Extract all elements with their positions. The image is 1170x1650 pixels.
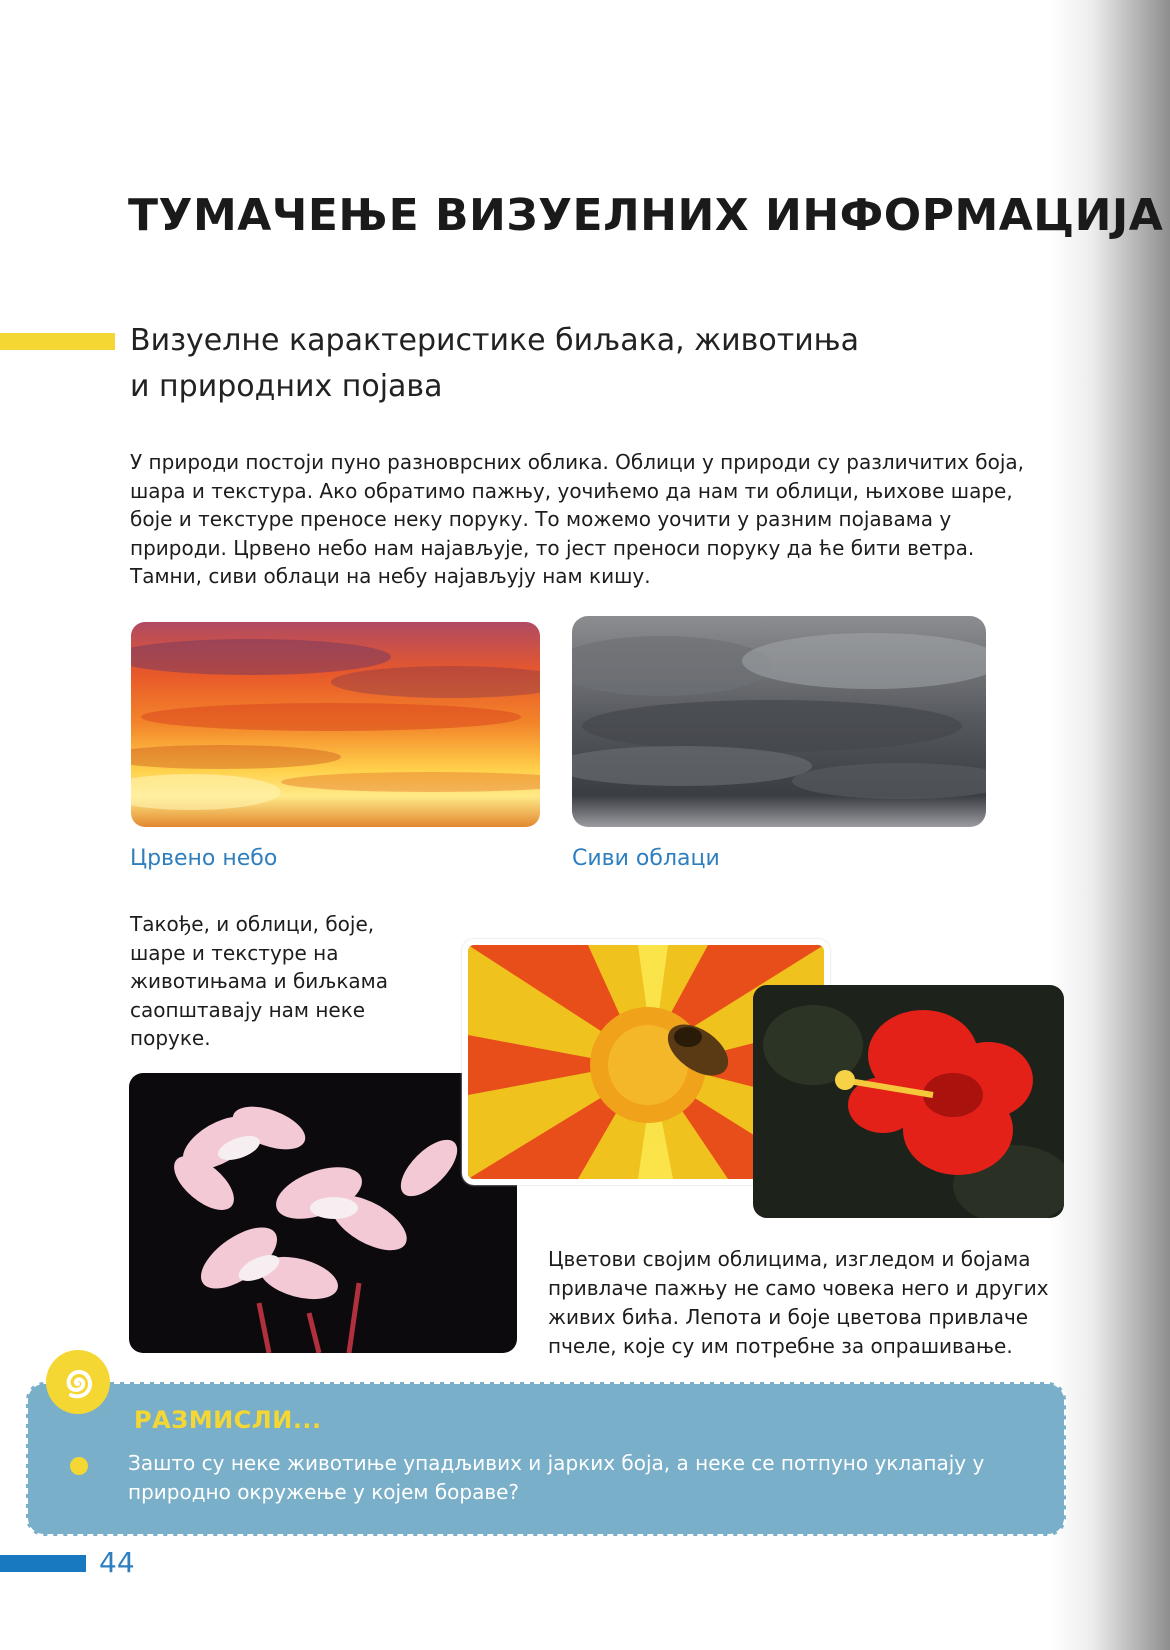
animals-plants-paragraph: Такође, и облици, боје, шаре и текстуре на животињама и биљкама саопштавају нам неке поруке. — [130, 912, 389, 1050]
grey-clouds-photo — [572, 616, 986, 827]
book-spine-shadow — [1050, 0, 1170, 1650]
section-marker-bar — [0, 333, 115, 350]
red-sky-photo — [131, 622, 540, 827]
grey-clouds-caption: Сиви облаци — [572, 846, 720, 871]
flowers-paragraph: Цветови својим облицима, изгледом и бојама привлаче пажњу не само човека него и других живих бића. Лепота и боје цветова привлаче пчеле, које су им потребне за опрашивање. — [548, 1247, 1049, 1358]
think-question: Зашто су неке животиње упадљивих и јарких боја, а неке се потпуно уклапају у природно окружење у којем бораве? — [128, 1451, 985, 1504]
page-title: ТУМАЧЕЊЕ ВИЗУЕЛНИХ ИНФОРМАЦИЈА — [128, 190, 1164, 241]
subtitle-line-2: и природних појава — [130, 369, 443, 404]
page-number-bar — [0, 1555, 86, 1572]
hibiscus-photo — [753, 985, 1064, 1218]
intro-paragraph: У природи постоји пуно разноврсних облика. Облици у природи су различитих боја, шара и текстура. Ако обратимо пажњу, уочићемо да нам ти облици, њихове шаре, боје и текстуре преносе неку поруку. То можемо уочити у разним појавама у природи. Црвено небо нам најављује, то јест преноси поруку да ће бити ветра. Тамни, сиви облаци на небу најављују нам кишу. — [130, 450, 1025, 588]
section-subtitle — [130, 318, 1010, 410]
bullet-dot — [70, 1457, 88, 1475]
subtitle-line-1: Визуелне карактеристике биљака, животиња — [130, 323, 860, 358]
spiral-icon — [46, 1350, 110, 1414]
red-sky-caption: Црвено небо — [130, 846, 278, 871]
page-number: 44 — [99, 1546, 135, 1579]
frangipani-flowers-photo — [129, 1073, 517, 1353]
think-title: РАЗМИСЛИ... — [134, 1406, 322, 1434]
